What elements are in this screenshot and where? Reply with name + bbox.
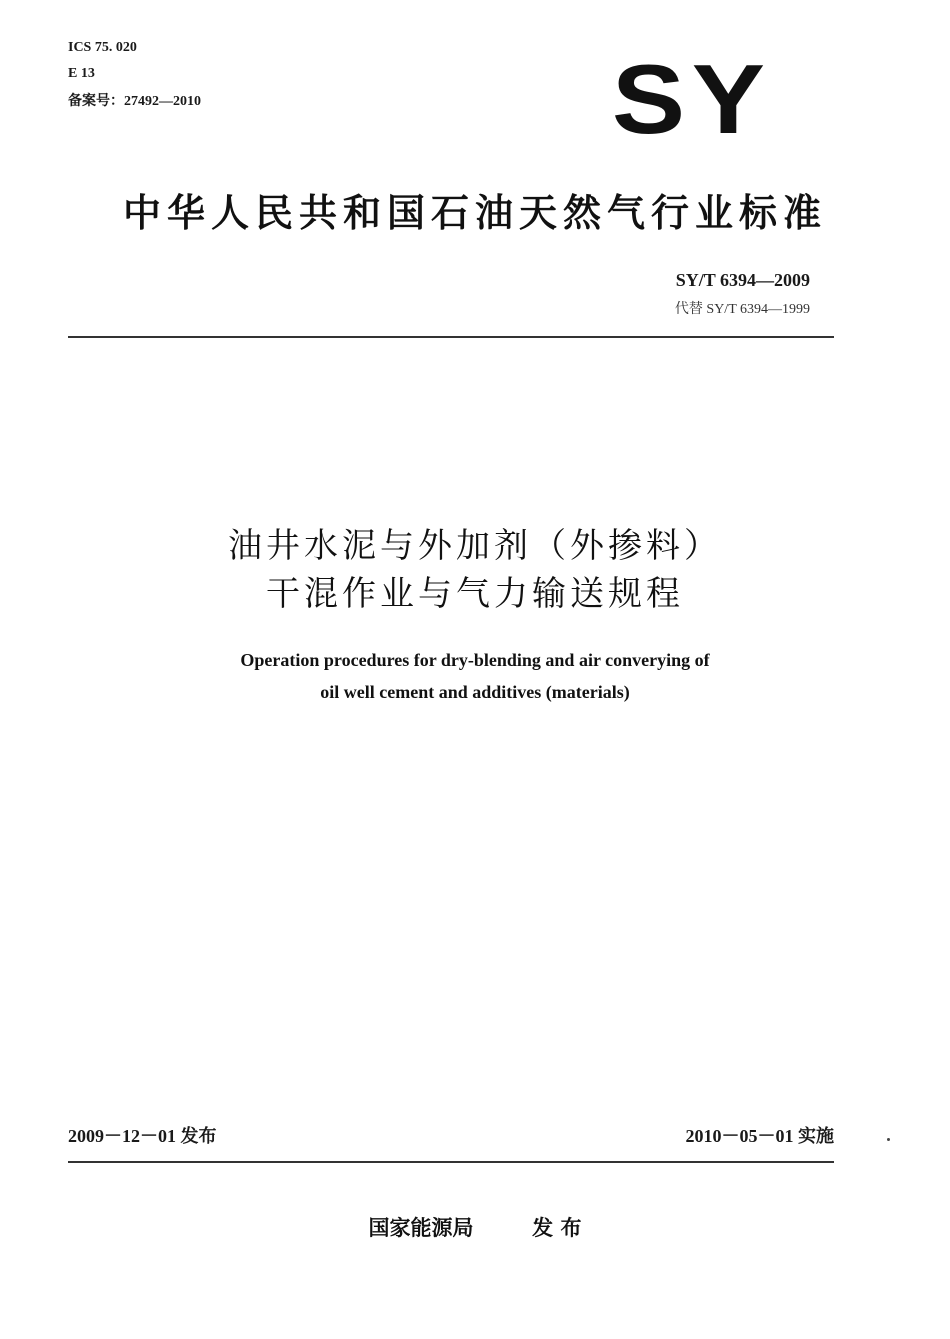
issue-date: 2009－12－01 发布 xyxy=(68,1126,217,1146)
classification-code: E 13 xyxy=(68,66,95,81)
issuer-name: 国家能源局 xyxy=(368,1216,474,1240)
scan-speck xyxy=(887,1138,890,1141)
title-en-line2: oil well cement and additives (materials) xyxy=(320,682,630,702)
title-cn-line1: 油井水泥与外加剂（外掺料） xyxy=(228,526,722,566)
ics-code: ICS 75. 020 xyxy=(68,40,137,55)
header-divider xyxy=(68,336,834,338)
title-en-line1: Operation procedures for dry-blending and air converying of xyxy=(240,650,710,670)
effective-date: 2010－05－01 实施 xyxy=(685,1126,834,1146)
issuer-action: 发 布 xyxy=(532,1216,582,1240)
standard-code: SY/T 6394—2009 xyxy=(675,270,810,290)
replaces-standard: 代替 SY/T 6394—1999 xyxy=(674,302,810,317)
org-title: 中华人民共和国石油天然气行业标准 xyxy=(122,191,827,235)
sy-logo: SY xyxy=(612,44,772,154)
record-number: 备案号：27492—2010 xyxy=(68,94,201,109)
issuer-line xyxy=(0,1212,950,1242)
footer-divider xyxy=(68,1161,834,1163)
title-cn-line2: 干混作业与气力输送规程 xyxy=(266,574,684,614)
